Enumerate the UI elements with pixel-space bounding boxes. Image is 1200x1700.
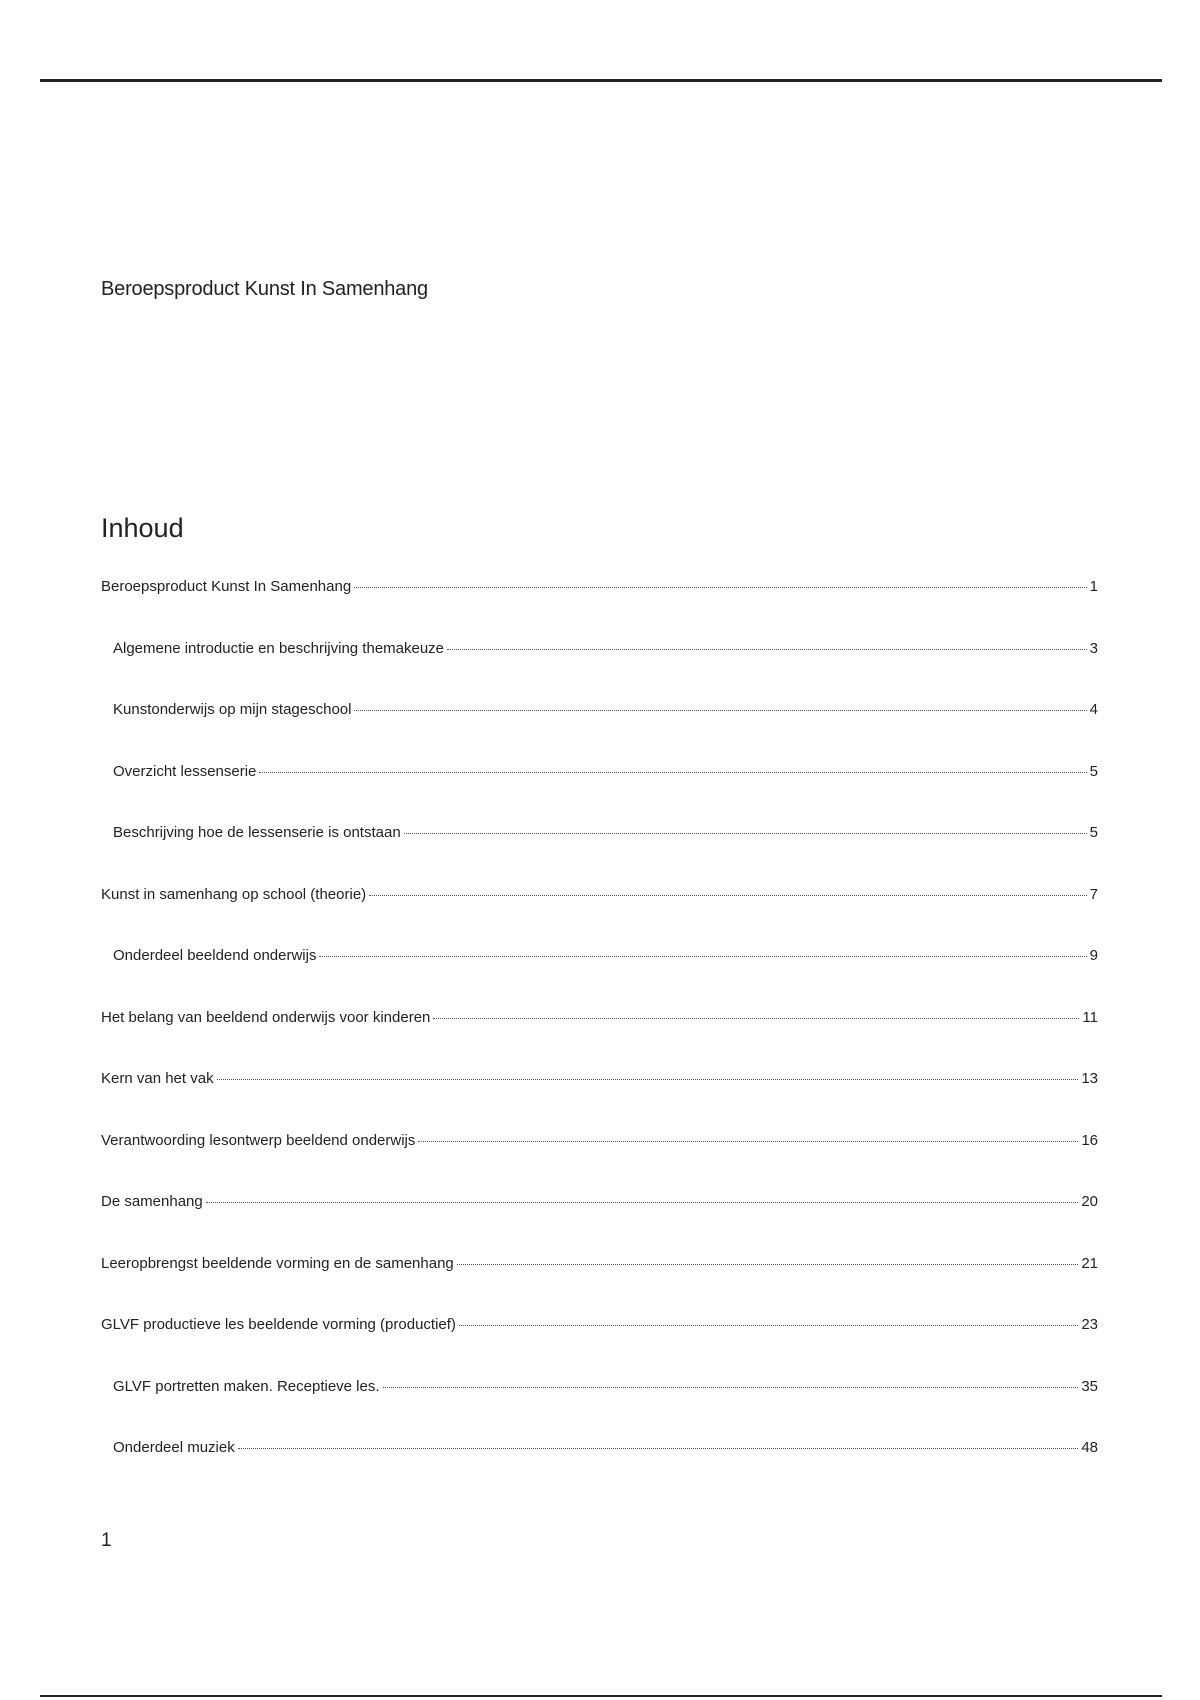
- toc-heading: Inhoud: [101, 513, 184, 543]
- toc-entry[interactable]: [101, 947, 1098, 1009]
- toc-entry-page: 1: [1089, 578, 1098, 595]
- toc-dot-leader: [354, 710, 1086, 711]
- toc-entry[interactable]: [101, 1132, 1098, 1194]
- toc-entry-label: GLVF portretten maken. Receptieve les.: [113, 1377, 380, 1395]
- toc-entry-page: 11: [1082, 1008, 1098, 1026]
- toc-entry[interactable]: [101, 1193, 1098, 1255]
- toc-entry-label: De samenhang: [101, 1193, 203, 1210]
- toc-entry[interactable]: [101, 1378, 1098, 1440]
- toc-entry[interactable]: [101, 824, 1098, 886]
- toc-entry-label: Verantwoording lesontwerp beeldend onderwijs: [101, 1131, 416, 1149]
- table-of-contents: [101, 578, 1098, 1501]
- toc-entry-page: 35: [1081, 1377, 1098, 1395]
- toc-entry-page: 4: [1089, 701, 1098, 718]
- toc-entry-label: Leeropbrengst beeldende vorming en de samenhang: [101, 1254, 454, 1272]
- toc-entry-page: 5: [1089, 824, 1098, 841]
- toc-entry-page: 23: [1081, 1316, 1098, 1333]
- toc-entry[interactable]: [101, 1316, 1098, 1378]
- header-rule: [40, 79, 1162, 82]
- toc-entry[interactable]: [101, 886, 1098, 948]
- toc-entry-label: Het belang van beeldend onderwijs voor kinderen: [101, 1008, 431, 1026]
- toc-entry-label: Onderdeel beeldend onderwijs: [113, 947, 317, 964]
- toc-dot-leader: [447, 649, 1087, 650]
- toc-entry-label: Algemene introductie en beschrijving themakeuze: [113, 639, 445, 657]
- toc-entry-page: 7: [1089, 885, 1098, 903]
- toc-entry-label: Onderdeel muziek: [113, 1439, 235, 1456]
- toc-entry-label: Beschrijving hoe de lessenserie is ontstaan: [113, 824, 401, 841]
- toc-dot-leader: [206, 1202, 1079, 1203]
- toc-entry[interactable]: [101, 578, 1098, 640]
- toc-dot-leader: [433, 1018, 1079, 1019]
- toc-entry-label: Kunstonderwijs op mijn stageschool: [113, 701, 352, 718]
- toc-entry-label: Beroepsproduct Kunst In Samenhang: [101, 578, 352, 595]
- toc-dot-leader: [404, 833, 1087, 834]
- toc-entry-page: 5: [1089, 762, 1098, 780]
- page-number: 1: [101, 1530, 112, 1551]
- toc-entry[interactable]: [101, 1070, 1098, 1132]
- toc-dot-leader: [369, 895, 1086, 896]
- toc-dot-leader: [259, 772, 1086, 773]
- toc-entry-page: 9: [1089, 947, 1098, 964]
- toc-entry-page: 48: [1081, 1439, 1098, 1456]
- toc-entry-label: Overzicht lessenserie: [113, 762, 257, 780]
- toc-entry-page: 3: [1089, 639, 1098, 657]
- toc-entry[interactable]: [101, 1439, 1098, 1501]
- toc-dot-leader: [238, 1448, 1079, 1449]
- toc-entry[interactable]: [101, 763, 1098, 825]
- toc-dot-leader: [457, 1264, 1079, 1265]
- footer-rule: [40, 1695, 1162, 1697]
- toc-entry[interactable]: [101, 640, 1098, 702]
- toc-entry-page: 16: [1081, 1131, 1098, 1149]
- toc-entry-label: GLVF productieve les beeldende vorming (productief): [101, 1316, 456, 1333]
- toc-entry-label: Kunst in samenhang op school (theorie): [101, 885, 367, 903]
- toc-dot-leader: [217, 1079, 1079, 1080]
- toc-entry-page: 13: [1081, 1070, 1098, 1087]
- toc-entry-page: 20: [1081, 1193, 1098, 1210]
- toc-entry[interactable]: [101, 1255, 1098, 1317]
- toc-entry-label: Kern van het vak: [101, 1070, 214, 1087]
- toc-entry[interactable]: [101, 701, 1098, 763]
- toc-dot-leader: [383, 1387, 1079, 1388]
- toc-entry[interactable]: [101, 1009, 1098, 1071]
- toc-entry-page: 21: [1081, 1254, 1098, 1272]
- toc-dot-leader: [459, 1325, 1078, 1326]
- toc-dot-leader: [418, 1141, 1078, 1142]
- toc-dot-leader: [319, 956, 1086, 957]
- document-title: Beroepsproduct Kunst In Samenhang: [101, 278, 428, 300]
- toc-dot-leader: [354, 587, 1086, 588]
